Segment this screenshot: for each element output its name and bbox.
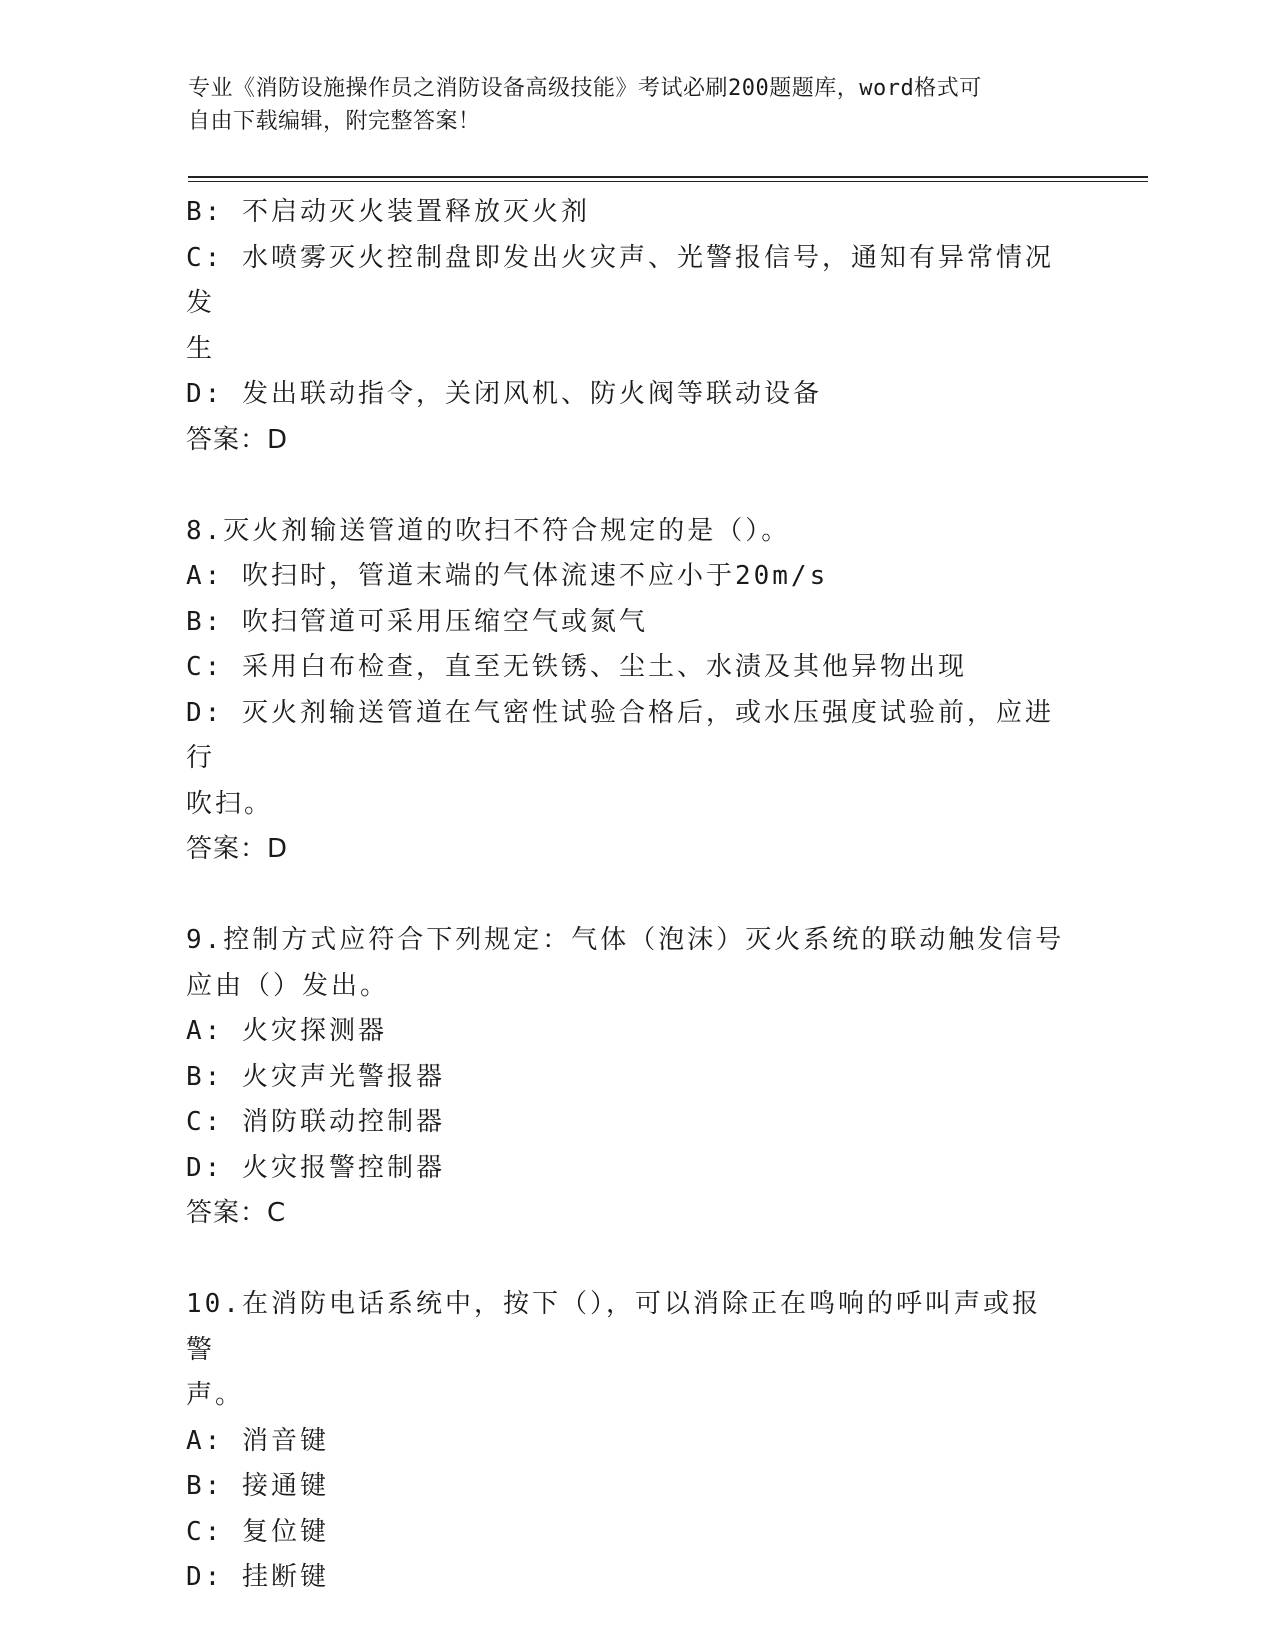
question-7-continued <box>186 190 1066 463</box>
option-d: D: 灭火剂输送管道在气密性试验合格后，或水压强度试验前，应进行 <box>186 697 1054 773</box>
option-a: A: 火灾探测器 <box>186 1016 387 1046</box>
option-d: D: 火灾报警控制器 <box>186 1152 445 1183</box>
option-d: D: 发出联动指令，关闭风机、防火阀等联动设备 <box>186 379 822 409</box>
question-9 <box>186 918 1066 1237</box>
header-line-2: 自由下载编辑，附完整答案！ <box>188 109 481 134</box>
answer: 答案：D <box>186 424 289 455</box>
spacer <box>186 1237 1066 1283</box>
question-list <box>186 190 1066 1601</box>
option-c: C: 消防联动控制器 <box>186 1107 445 1137</box>
option-c: C: 水喷雾灭火控制盘即发出火灾声、光警报信号，通知有异常情况发 <box>186 242 1054 318</box>
option-c: C: 采用白布检查，直至无铁锈、尘土、水渍及其他异物出现 <box>186 652 967 682</box>
header-divider-thick <box>188 176 1148 178</box>
question-stem-wrap: 应由（）发出。 <box>186 970 390 1001</box>
option-c-wrap: 生 <box>186 333 216 364</box>
header-line-1: 专业《消防设施操作员之消防设备高级技能》考试必刷200题题库，word格式可 <box>188 76 982 101</box>
question-stem-wrap: 声。 <box>186 1380 245 1410</box>
option-b: B: 不启动灭火装置释放灭火剂 <box>186 197 590 227</box>
option-a: A: 吹扫时，管道末端的气体流速不应小于20m/s <box>186 561 829 591</box>
question-stem: 9.控制方式应符合下列规定：气体（泡沫）灭火系统的联动触发信号 <box>186 925 1065 955</box>
answer: 答案：C <box>186 1198 287 1228</box>
option-d: D: 挂断键 <box>186 1562 329 1592</box>
option-c: C: 复位键 <box>186 1516 329 1547</box>
option-b: B: 火灾声光警报器 <box>186 1061 445 1092</box>
header-divider-thin <box>188 181 1148 182</box>
answer: 答案：D <box>186 834 289 864</box>
spacer <box>186 463 1066 509</box>
option-b: B: 吹扫管道可采用压缩空气或氮气 <box>186 606 648 637</box>
question-10 <box>186 1282 1066 1601</box>
question-stem: 10.在消防电话系统中，按下（），可以消除正在鸣响的呼叫声或报警 <box>186 1289 1041 1365</box>
option-a: A: 消音键 <box>186 1425 329 1456</box>
question-8 <box>186 509 1066 873</box>
question-stem: 8.灭火剂输送管道的吹扫不符合规定的是（）。 <box>186 515 791 546</box>
option-d-wrap: 吹扫。 <box>186 788 274 819</box>
document-header <box>188 72 1068 138</box>
spacer <box>186 873 1066 919</box>
option-b: B: 接通键 <box>186 1471 329 1501</box>
